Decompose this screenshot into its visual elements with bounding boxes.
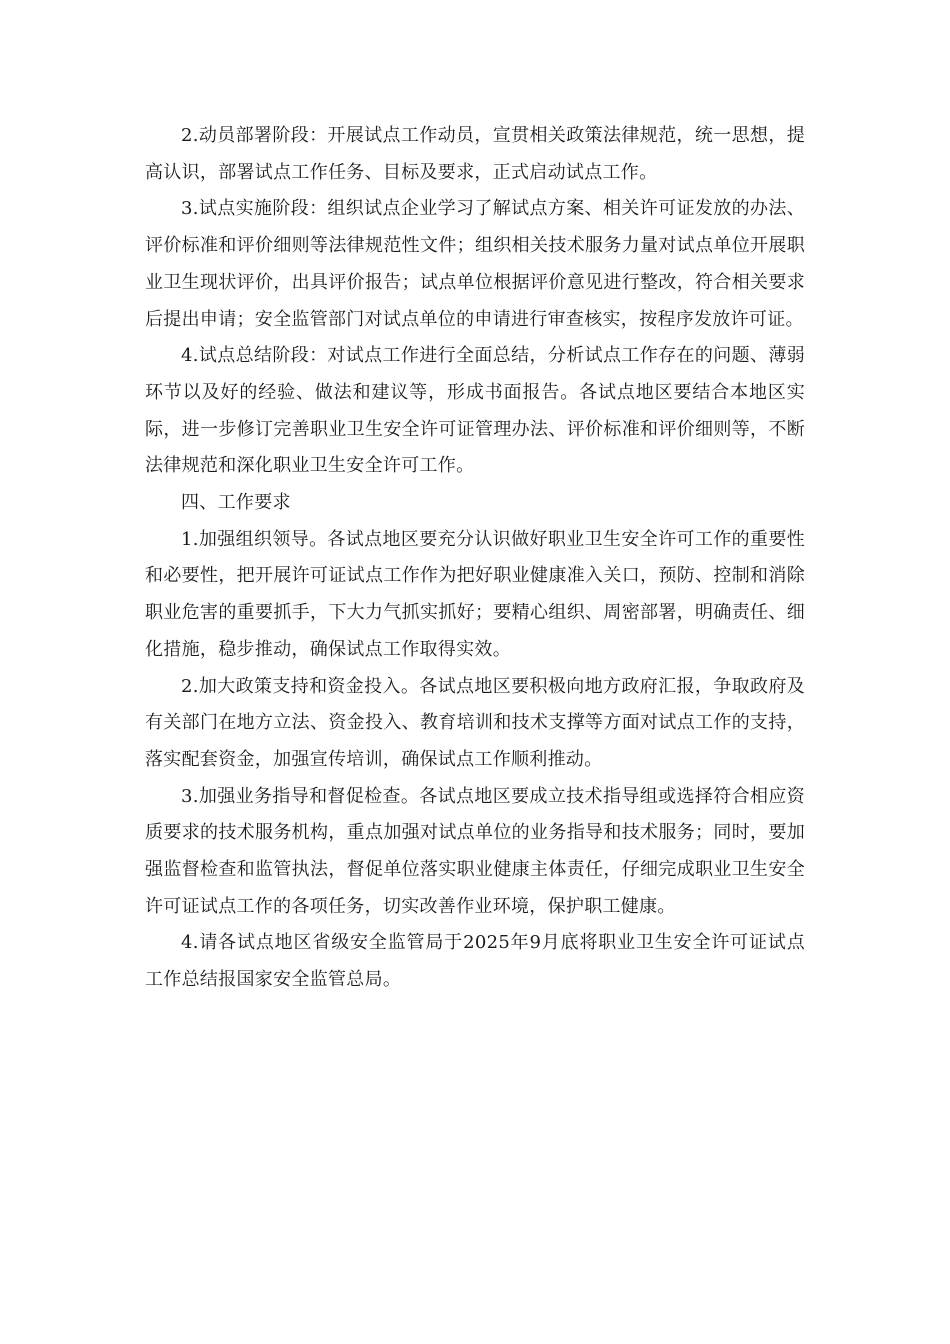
document-body bbox=[145, 118, 805, 999]
paragraph-requirement-guidance-inspection: 3.加强业务指导和督促检查。各试点地区要成立技术指导组或选择符合相应资质要求的技术服务机构，重点加强对试点单位的业务指导和技术服务；同时，要加强监督检查和监管执法，督促单位落实职业健康主体责任，仔细完成职业卫生安全许可证试点工作的各项任务，切实改善作业环境，保护职工健康。 bbox=[145, 785, 805, 917]
paragraph-requirement-leadership: 1.加强组织领导。各试点地区要充分认识做好职业卫生安全许可工作的重要性和必要性，把开展许可证试点工作作为把好职业健康准入关口，预防、控制和消除职业危害的重要抓手，下大力气抓实抓好；要精心组织、周密部署，明确责任、细化措施，稳步推动，确保试点工作取得实效。 bbox=[145, 528, 805, 660]
paragraph-implementation-stage: 3.试点实施阶段：组织试点企业学习了解试点方案、相关许可证发放的办法、评价标准和评价细则等法律规范性文件；组织相关技术服务力量对试点单位开展职业卫生现状评价，出具评价报告；试点单位根据评价意见进行整改，符合相关要求后提出申请；安全监管部门对试点单位的申请进行审查核实，按程序发放许可证。 bbox=[145, 198, 805, 330]
paragraph-mobilization-stage: 2.动员部署阶段：开展试点工作动员，宣贯相关政策法律规范，统一思想，提高认识，部署试点工作任务、目标及要求，正式启动试点工作。 bbox=[145, 125, 805, 183]
paragraph-requirement-policy-funding: 2.加大政策支持和资金投入。各试点地区要积极向地方政府汇报，争取政府及有关部门在地方立法、资金投入、教育培训和技术支撑等方面对试点工作的支持，落实配套资金，加强宣传培训，确保试点工作顺利推动。 bbox=[145, 675, 805, 770]
section-heading-work-requirements: 四、工作要求 bbox=[181, 492, 291, 514]
paragraph-summary-stage: 4.试点总结阶段：对试点工作进行全面总结，分析试点工作存在的问题、薄弱环节以及好的经验、做法和建议等，形成书面报告。各试点地区要结合本地区实际，进一步修订完善职业卫生安全许可证管理办法、评价标准和评价细则等，不断法律规范和深化职业卫生安全许可工作。 bbox=[145, 345, 805, 477]
paragraph-requirement-report-deadline: 4.请各试点地区省级安全监管局于2025年9月底将职业卫生安全许可证试点工作总结报国家安全监管总局。 bbox=[145, 932, 805, 991]
